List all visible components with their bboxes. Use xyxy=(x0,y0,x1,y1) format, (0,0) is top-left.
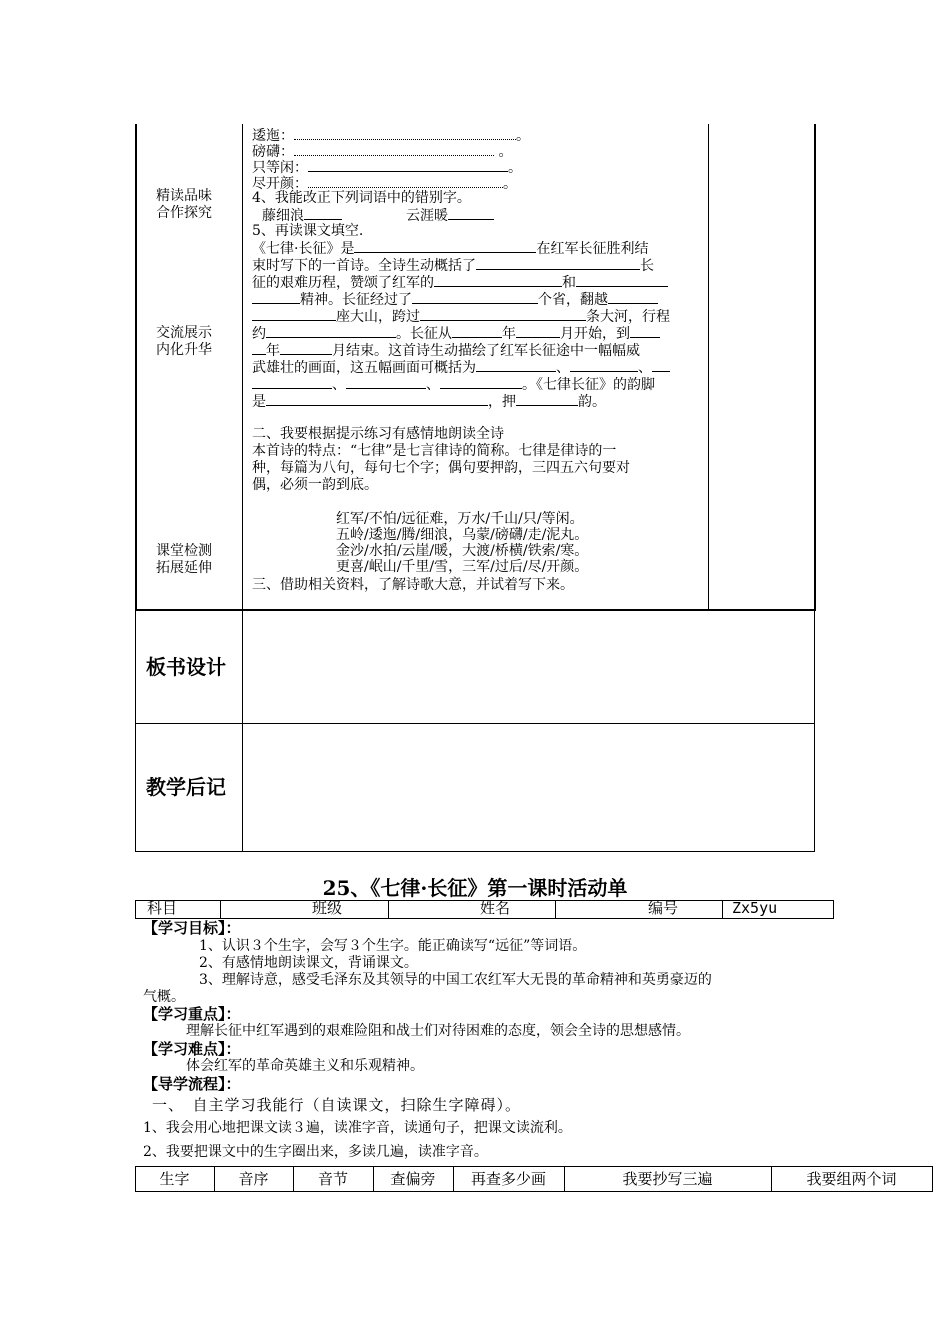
activity-title: 25、《七律·长征》第一课时活动单 xyxy=(322,876,628,900)
label-jingdu-1: 精读品味 xyxy=(156,188,212,204)
fill-line-9: 、 、 。《七律长征》的韵脚 xyxy=(252,376,655,394)
key-text: 理解长征中红军遇到的艰难险阻和战士们对待困难的态度，领会全诗的思想感情。 xyxy=(186,1023,690,1039)
difficulty-heading: 【学习难点】： xyxy=(143,1040,241,1058)
label-jiaoliu-2: 内化升华 xyxy=(156,342,212,358)
line-pangbo: 磅礴： 。 xyxy=(252,144,513,160)
flow-step-2: 1、我会用心地把课文读３遍，读准字音，读通句子，把课文读流利。 xyxy=(143,1120,572,1136)
item-4: 4、我能改正下列词语中的错别字。 xyxy=(252,190,471,206)
goal-3: 3、理解诗意，感受毛泽东及其领导的中国工农红军大无畏的革命精神和英勇豪迈的 xyxy=(199,972,712,988)
subject-label: 科目 xyxy=(147,899,178,917)
line-zhidengxian: 只等闲： 。 xyxy=(252,160,522,176)
line-typos: 藤细浪 云涯暖 xyxy=(262,207,494,225)
col-bihua: 再查多少画 xyxy=(470,1170,546,1188)
number-label: 编号 xyxy=(648,899,679,917)
label-jiaoliu-1: 交流展示 xyxy=(156,325,212,341)
label-jingdu-2: 合作探究 xyxy=(156,205,212,221)
fill-line-10: 是 ，押 韵。 xyxy=(252,394,606,410)
item-5: 5、再读课文填空. xyxy=(252,223,364,239)
goal-3-cont: 气概。 xyxy=(143,989,185,1005)
col-zuci: 我要组两个词 xyxy=(806,1170,897,1188)
col-pianpang: 查偏旁 xyxy=(390,1170,436,1188)
poem-line-1: 红军/不怕/远征难，万水/千山/只/等闲。 xyxy=(336,511,584,527)
houji-label: 教学后记 xyxy=(146,775,226,799)
goal-1: 1、认识３个生字，会写３个生字。能正确读写“远征”等词语。 xyxy=(199,938,587,954)
goal-heading: 【学习目标】： xyxy=(143,919,241,937)
section-3-heading: 三、借助相关资料，了解诗歌大意，并试着写下来。 xyxy=(252,577,574,593)
para-line-2: 种，每篇为八句，每句七个字；偶句要押韵，三四五六句要对 xyxy=(252,460,630,476)
section-2-heading: 二、我要根据提示练习有感情地朗读全诗 xyxy=(252,426,504,442)
goal-2: 2、有感情地朗读课文，背诵课文。 xyxy=(199,955,418,971)
code-value: Zx5yu xyxy=(732,899,778,917)
fill-line-7: 年 月结束。这首诗生动描绘了红军长征途中一幅幅威 xyxy=(252,342,640,360)
col-yinxu: 音序 xyxy=(238,1170,269,1188)
fill-line-5: 座大山，跨过 条大河，行程 xyxy=(252,308,670,326)
name-label: 姓名 xyxy=(480,899,511,917)
para-line-3: 偶，必须一韵到底。 xyxy=(252,477,378,493)
label-ketang-2: 拓展延伸 xyxy=(156,560,212,576)
col-shengzi: 生字 xyxy=(159,1170,190,1188)
key-heading: 【学习重点】： xyxy=(143,1005,241,1023)
poem-line-4: 更喜/岷山/千里/雪，三军/过后/尽/开颜。 xyxy=(336,559,589,575)
flow-step-3: 2、我要把课文中的生字圈出来，多读几遍，读准字音。 xyxy=(143,1144,488,1160)
fill-line-1: 《七律·长征》是 在红军长征胜利结 xyxy=(252,241,649,257)
class-label: 班级 xyxy=(312,899,343,917)
line-weiyi: 逶迤： 。 xyxy=(252,128,530,144)
banshu-label: 板书设计 xyxy=(146,655,226,679)
poem-line-3: 金沙/水拍/云崖/暖，大渡/桥横/铁索/寒。 xyxy=(336,543,589,559)
poem-line-2: 五岭/逶迤/腾/细浪，乌蒙/磅礴/走/泥丸。 xyxy=(336,527,589,543)
difficulty-text: 体会红军的革命英雄主义和乐观精神。 xyxy=(186,1058,424,1074)
fill-line-3: 征的艰难历程，赞颂了红军的 和 xyxy=(252,274,668,292)
col-chaoxie: 我要抄写三遍 xyxy=(622,1170,713,1188)
fill-line-4: 精神。长征经过了 个省，翻越 xyxy=(252,291,658,309)
fill-line-2: 束时写下的一首诗。全诗生动概括了 长 xyxy=(252,258,654,274)
col-yinjie: 音节 xyxy=(317,1170,348,1188)
label-ketang-1: 课堂检测 xyxy=(156,543,212,559)
fill-line-8: 武雄壮的画面，这五幅画面可概括为 、 、 xyxy=(252,359,670,377)
line-jinkaiyan: 尽开颜： 。 xyxy=(252,176,517,192)
fill-line-6: 约 。长征从 年 月开始，到 xyxy=(252,325,660,343)
para-line-1: 本首诗的特点：“七律”是七言律诗的简称。七律是律诗的一 xyxy=(252,443,617,459)
flow-heading: 【导学流程】： xyxy=(143,1075,241,1093)
flow-step-1: 一、 自主学习我能行（自读课文，扫除生字障碍）。 xyxy=(152,1096,522,1114)
